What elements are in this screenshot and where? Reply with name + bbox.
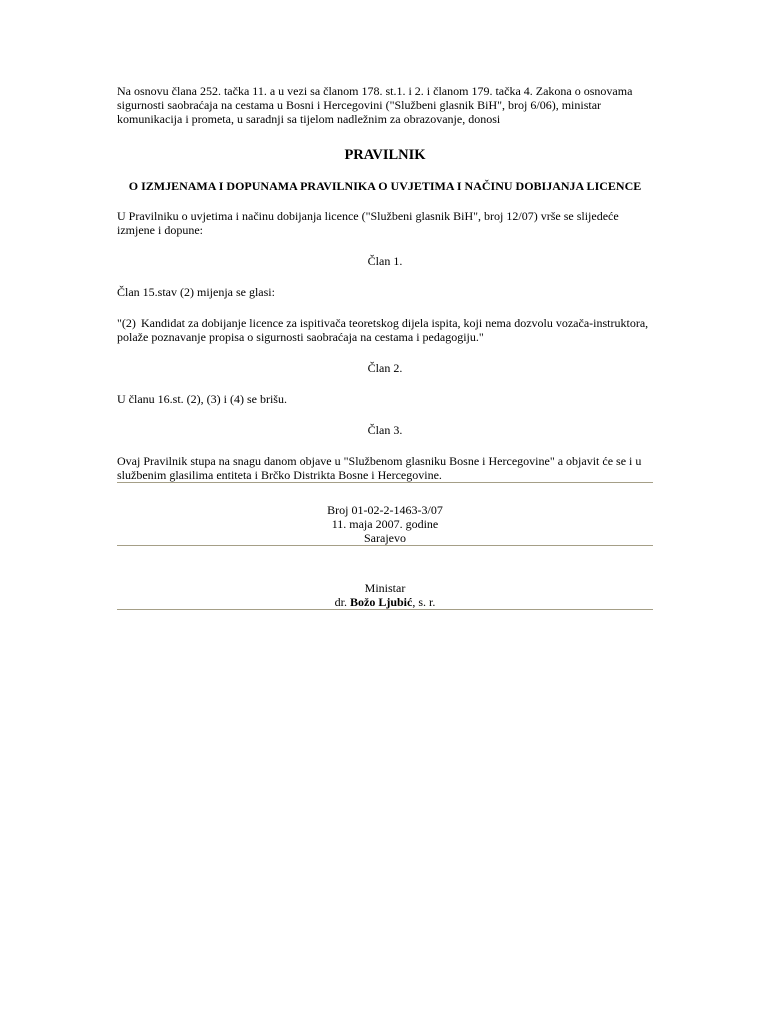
document-subtitle: O IZMJENAMA I DOPUNAMA PRAVILNIKA O UVJETIMA I NAČINU DOBIJANJA LICENCE bbox=[128, 179, 642, 193]
preamble-paragraph: U Pravilniku o uvjetima i načinu dobijanja licence ("Službeni glasnik BiH", broj 12/07) vrše se slijedeće izmjene i dopune: bbox=[117, 209, 619, 237]
article-3-text: Ovaj Pravilnik stupa na snagu danom objave u "Službenom glasniku Bosne i Hercegovine" a objavit će se i u službenim glasilima entiteta i Brčko Distrikta Bosne i Hercegovine. bbox=[117, 454, 642, 482]
article-1-quote-number: "(2) bbox=[117, 316, 136, 330]
article-1-heading: Član 1. bbox=[367, 254, 403, 268]
divider-rule bbox=[117, 609, 653, 610]
document-title: PRAVILNIK bbox=[344, 147, 426, 163]
article-2-text: U članu 16.st. (2), (3) i (4) se brišu. bbox=[117, 392, 287, 406]
article-3-heading: Član 3. bbox=[367, 423, 403, 437]
divider-rule bbox=[117, 482, 653, 483]
signature-block bbox=[117, 503, 653, 545]
document-date: 11. maja 2007. godine bbox=[331, 517, 439, 531]
minister-role: Ministar bbox=[364, 581, 406, 595]
intro-paragraph: Na osnovu člana 252. tačka 11. a u vezi sa članom 178. st.1. i 2. i članom 179. tačka 4. Zakona o osnovama sigurnosti saobraćaja na cestama u Bosni i Hercegovini ("Službeni glasnik BiH", broj 6/06), ministar komunikacija i prometa, u saradnji sa tijelom nadležnim za obrazovanje, donosi bbox=[117, 84, 633, 126]
article-1-quote bbox=[117, 316, 653, 344]
document-place: Sarajevo bbox=[364, 531, 406, 545]
minister-name: Božo Ljubić bbox=[349, 595, 413, 609]
article-1-quote-text: Kandidat za dobijanje licence za ispitivača teoretskog dijela ispita, koji nema dozvolu vozača-instruktora, polaže poznavanje propisa o sigurnosti saobraćaja na cestama i pedagogiju." bbox=[117, 316, 649, 344]
document-body bbox=[117, 84, 653, 610]
minister-block bbox=[117, 581, 653, 609]
document-number: Broj 01-02-2-1463-3/07 bbox=[327, 503, 443, 517]
article-1-line: Član 15.stav (2) mijenja se glasi: bbox=[117, 285, 275, 299]
minister-signature-line bbox=[117, 595, 653, 609]
minister-suffix: , s. r. bbox=[412, 595, 436, 609]
minister-prefix: dr. bbox=[334, 595, 347, 609]
article-2-heading: Član 2. bbox=[367, 361, 403, 375]
divider-rule bbox=[117, 545, 653, 546]
